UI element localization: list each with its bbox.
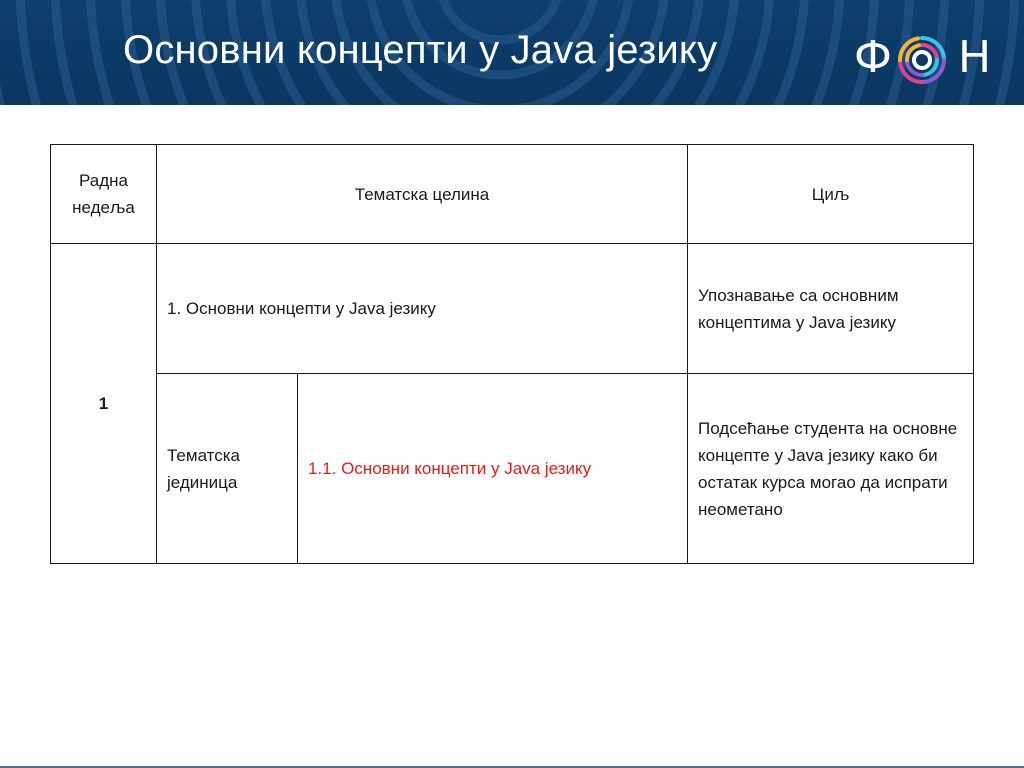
header-goal: Циљ <box>688 145 974 244</box>
logo-letter-left: Ф <box>854 32 892 83</box>
week-number: 1 <box>51 244 157 564</box>
goal-cell: Упознавање са основним концептима у Java језику <box>688 244 974 374</box>
course-plan-table <box>50 144 974 564</box>
header-topic: Тематска целина <box>157 145 688 244</box>
table-row <box>51 244 974 374</box>
header-week: Радна недеља <box>51 145 157 244</box>
fon-logo <box>850 30 1000 86</box>
unit-cell: 1.1. Основни концепти у Java језику <box>298 374 688 564</box>
unit-goal-cell: Подсећање студента на основне концепте у Java језику како би остатак курса могао да испрати неометано <box>688 374 974 564</box>
topic-cell: 1. Основни концепти у Java језику <box>157 244 688 374</box>
unit-label-cell: Тематска јединица <box>157 374 298 564</box>
table-header-row <box>51 145 974 244</box>
logo-circle-icon <box>894 32 950 88</box>
slide-header <box>0 0 1024 105</box>
logo-letter-right: Н <box>958 32 992 83</box>
table-row <box>51 374 974 564</box>
page-title: Основни концепти у Java језику <box>123 28 718 72</box>
